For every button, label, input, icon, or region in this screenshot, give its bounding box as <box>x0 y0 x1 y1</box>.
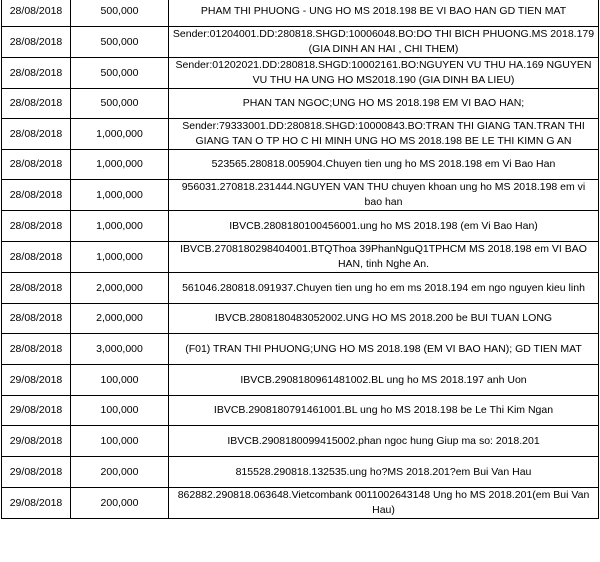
date-cell: 28/08/2018 <box>2 119 71 150</box>
date-cell: 28/08/2018 <box>2 180 71 211</box>
table-row <box>2 457 599 488</box>
amount-cell: 500,000 <box>71 0 169 27</box>
table-row <box>2 27 599 58</box>
amount-cell: 100,000 <box>71 365 169 396</box>
date-cell: 29/08/2018 <box>2 457 71 488</box>
description-cell: Sender:79333001.DD:280818.SHGD:10000843.BO:TRAN THI GIANG TAN.TRAN THI GIANG TAN O TP HO C HI MINH UNG HO MS 2018.198 BE LE THI KIMN G AN <box>169 119 599 150</box>
table-row <box>2 426 599 457</box>
amount-cell: 1,000,000 <box>71 211 169 242</box>
amount-cell: 2,000,000 <box>71 273 169 304</box>
date-cell: 28/08/2018 <box>2 211 71 242</box>
amount-cell: 1,000,000 <box>71 150 169 180</box>
table-row <box>2 0 599 27</box>
amount-cell: 500,000 <box>71 58 169 89</box>
amount-cell: 500,000 <box>71 27 169 58</box>
amount-cell: 1,000,000 <box>71 242 169 273</box>
table-row <box>2 242 599 273</box>
description-cell: IBVCB.2808180483052002.UNG HO MS 2018.200 be BUI TUAN LONG <box>169 304 599 334</box>
amount-cell: 500,000 <box>71 89 169 119</box>
description-cell: 815528.290818.132535.ung ho?MS 2018.201?em Bui Van Hau <box>169 457 599 488</box>
table-row <box>2 396 599 426</box>
table-row <box>2 180 599 211</box>
description-cell: IBVCB.2808180100456001.ung ho MS 2018.198 (em Vi Bao Han) <box>169 211 599 242</box>
description-cell: Sender:01202021.DD:280818.SHGD:10002161.BO:NGUYEN VU THU HA.169 NGUYEN VU THU HA UNG HO MS2018.190 (GIA DINH BA LIEU) <box>169 58 599 89</box>
description-cell: PHAM THI PHUONG - UNG HO MS 2018.198 BE VI BAO HAN GD TIEN MAT <box>169 0 599 27</box>
date-cell: 28/08/2018 <box>2 334 71 365</box>
table-row <box>2 334 599 365</box>
description-cell: 956031.270818.231444.NGUYEN VAN THU chuyen khoan ung ho MS 2018.198 em vi bao han <box>169 180 599 211</box>
amount-cell: 1,000,000 <box>71 119 169 150</box>
amount-cell: 2,000,000 <box>71 304 169 334</box>
table-row <box>2 58 599 89</box>
description-cell: (F01) TRAN THI PHUONG;UNG HO MS 2018.198 (EM VI BAO HAN); GD TIEN MAT <box>169 334 599 365</box>
table-row <box>2 304 599 334</box>
description-cell: 523565.280818.005904.Chuyen tien ung ho MS 2018.198 em Vi Bao Han <box>169 150 599 180</box>
date-cell: 28/08/2018 <box>2 150 71 180</box>
description-cell: IBVCB.2908180791461001.BL ung ho MS 2018.198 be Le Thi Kim Ngan <box>169 396 599 426</box>
date-cell: 28/08/2018 <box>2 273 71 304</box>
donations-table-body <box>2 0 599 519</box>
table-row <box>2 89 599 119</box>
date-cell: 28/08/2018 <box>2 0 71 27</box>
description-cell: PHAN TAN NGOC;UNG HO MS 2018.198 EM VI BAO HAN; <box>169 89 599 119</box>
date-cell: 28/08/2018 <box>2 27 71 58</box>
table-row <box>2 211 599 242</box>
date-cell: 28/08/2018 <box>2 58 71 89</box>
date-cell: 29/08/2018 <box>2 396 71 426</box>
description-cell: 862882.290818.063648.Vietcombank 0011002643148 Ung ho MS 2018.201(em Bui Van Hau) <box>169 488 599 519</box>
table-row <box>2 488 599 519</box>
date-cell: 28/08/2018 <box>2 242 71 273</box>
date-cell: 29/08/2018 <box>2 488 71 519</box>
date-cell: 28/08/2018 <box>2 304 71 334</box>
date-cell: 29/08/2018 <box>2 365 71 396</box>
table-row <box>2 365 599 396</box>
table-row <box>2 119 599 150</box>
description-cell: IBVCB.2708180298404001.BTQThoa 39PhanNguQ1TPHCM MS 2018.198 em VI BAO HAN, tinh Nghe An. <box>169 242 599 273</box>
amount-cell: 3,000,000 <box>71 334 169 365</box>
description-cell: Sender:01204001.DD:280818.SHGD:10006048.BO:DO THI BICH PHUONG.MS 2018.179 (GIA DINH AN HAI , CHI THEM) <box>169 27 599 58</box>
table-row <box>2 273 599 304</box>
description-cell: 561046.280818.091937.Chuyen tien ung ho em ms 2018.194 em ngo nguyen kieu linh <box>169 273 599 304</box>
amount-cell: 100,000 <box>71 396 169 426</box>
date-cell: 28/08/2018 <box>2 89 71 119</box>
donations-table <box>1 0 599 519</box>
amount-cell: 1,000,000 <box>71 180 169 211</box>
amount-cell: 200,000 <box>71 457 169 488</box>
table-row <box>2 150 599 180</box>
description-cell: IBVCB.2908180961481002.BL ung ho MS 2018.197 anh Uon <box>169 365 599 396</box>
amount-cell: 200,000 <box>71 488 169 519</box>
date-cell: 29/08/2018 <box>2 426 71 457</box>
amount-cell: 100,000 <box>71 426 169 457</box>
description-cell: IBVCB.2908180099415002.phan ngoc hung Giup ma so: 2018.201 <box>169 426 599 457</box>
